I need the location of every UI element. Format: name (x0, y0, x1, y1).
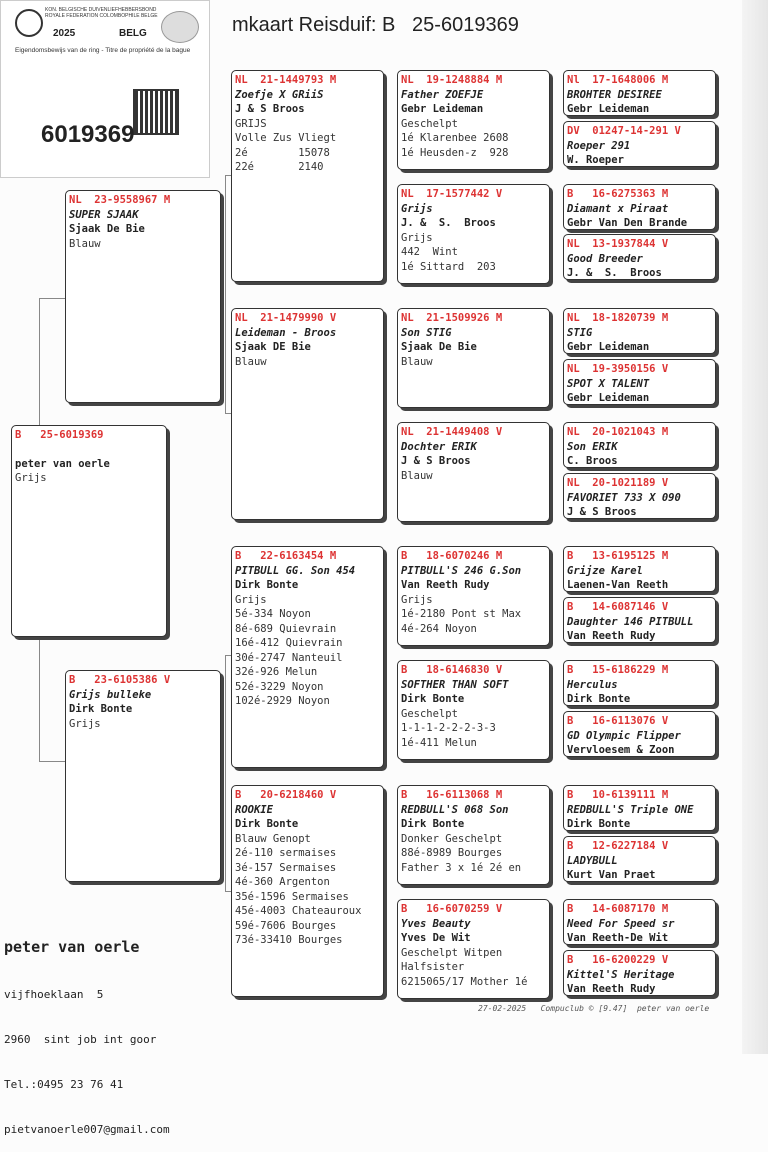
pigeon-owner: Sjaak De Bie (401, 341, 477, 353)
race-result: 5é-334 Noyon (235, 608, 311, 620)
race-result: 442 Wint (401, 246, 458, 258)
pigeon-color: Blauw (235, 355, 267, 368)
pigeon-card-sds (397, 308, 550, 408)
pigeon-owner: Vervloesem & Zoon (567, 744, 675, 756)
race-result: 59é-7606 Bourges (235, 919, 337, 932)
pigeon-card-g13 (563, 785, 716, 831)
ring-number: B 12-6227184 V (567, 840, 669, 852)
ring-number: B 14-6087170 M (567, 903, 669, 915)
pigeon-name: Dochter ERIK (401, 440, 477, 453)
breeder-city: 2960 sint job int goor (4, 1033, 157, 1046)
ring-number: B 18-6070246 M (401, 550, 503, 562)
pigeon-name: Roeper 291 (567, 139, 631, 152)
pigeon-name: LADYBULL (567, 854, 618, 867)
pigeon-card-g2 (563, 121, 716, 167)
pigeon-owner: Van Reeth Rudy (401, 579, 490, 591)
pigeon-color: Geschelpt Witpen (401, 946, 503, 959)
pigeon-card-g5 (563, 308, 716, 354)
ring-number: NL 17-1577442 V (401, 188, 503, 200)
pigeon-color: Geschelpt (401, 117, 458, 130)
race-result: 1é Sittard 203 (401, 260, 496, 273)
pigeon-owner: Gebr Leideman (401, 103, 484, 115)
pigeon-owner: Gebr Leideman (567, 392, 650, 404)
pigeon-owner: Laenen-Van Reeth (567, 579, 669, 591)
page-title: mkaart Reisduif: B 25-6019369 (232, 14, 519, 36)
pigeon-owner: Dirk Bonte (567, 693, 631, 705)
race-result: 3é-157 Sermaises (235, 861, 337, 874)
ring-number: Nl 17-1648006 M (567, 74, 669, 86)
pigeon-color: Blauw (69, 237, 101, 250)
breeder-street: vijfhoeklaan 5 (4, 988, 104, 1001)
race-result: 45é-4003 Chateauroux (235, 905, 362, 917)
pigeon-name: SOFTHER THAN SOFT (401, 678, 509, 691)
ring-number: B 16-6070259 V (401, 903, 503, 915)
pigeon-owner: Dirk Bonte (401, 693, 465, 705)
ring-number: NL 19-1248884 M (401, 74, 503, 86)
pigeon-owner: Gebr Van Den Brande (567, 217, 688, 229)
race-result: 4é-264 Noyon (401, 622, 477, 635)
pigeon-card-g9 (563, 546, 716, 592)
pigeon-owner: Dirk Bonte (69, 703, 133, 715)
ring-number: B 18-6146830 V (401, 664, 503, 676)
pigeon-card-dds (397, 785, 550, 885)
ring-number: NL 19-3950156 V (567, 363, 669, 375)
pigeon-name: Diamant x Piraat (567, 202, 669, 215)
race-result: 52é-3229 Noyon (235, 680, 324, 693)
pigeon-name: Grijs (401, 202, 433, 215)
pigeon-card-g3 (563, 184, 716, 230)
pigeon-card-ddd (397, 899, 550, 999)
pigeon-owner: Yves De Wit (401, 932, 471, 944)
race-result: 6215065/17 Mother 1é (401, 975, 528, 988)
race-result: 30é-2747 Nanteuil (235, 651, 343, 664)
pigeon-owner: Sjaak DE Bie (235, 341, 311, 353)
federation-name: KON. BELGISCHE DUIVENLIEFHEBBERSBOND ROYALE FEDERATION COLOMBOPHILE BELGE (45, 7, 158, 19)
race-result: 2é 15078 (235, 146, 330, 159)
pigeon-owner: Dirk Bonte (235, 818, 299, 830)
race-result: 73é-33410 Bourges (235, 934, 343, 946)
race-result: 102é-2929 Noyon (235, 695, 330, 707)
ring-number: B 16-6275363 M (567, 188, 669, 200)
pigeon-name: FAVORIET 733 X 090 (567, 491, 681, 504)
ring-number: NL 23-9558967 M (69, 194, 171, 206)
pigeon-card-g16 (563, 950, 716, 996)
footer-credits: 27-02-2025 Compuclub © [9.47] peter van oerle (478, 1004, 710, 1013)
pigeon-name: SUPER SJAAK (69, 208, 139, 221)
ownership-notice: Eigendomsbewijs van de ring - Titre de propriété de la bague (15, 47, 191, 54)
pigeon-color: Grijs (401, 593, 433, 606)
breeder-info (4, 908, 170, 1152)
pigeon-card-g14 (563, 836, 716, 882)
pigeon-color: GRIJS (235, 117, 267, 130)
pigeon-name: PITBULL GG. Son 454 (235, 564, 356, 577)
pigeon-owner: Dirk Bonte (235, 579, 299, 591)
pigeon-card-g4 (563, 234, 716, 280)
race-result: Halfsister (401, 961, 465, 973)
pigeon-name: Herculus (567, 678, 618, 691)
ring-number: DV 01247-14-291 V (567, 125, 681, 137)
pigeon-owner: J. & S. Broos (401, 217, 496, 229)
pigeon-card-sd (231, 308, 384, 520)
pigeon-color: Geschelpt (401, 707, 458, 720)
pigeon-color: Blauw (401, 469, 433, 482)
pigeon-card-ss (231, 70, 384, 282)
pigeon-card-dam (65, 670, 221, 882)
pigeon-owner: Dirk Bonte (401, 818, 465, 830)
pigeon-owner: Van Reeth-De Wit (567, 932, 669, 944)
race-result: 1é-411 Melun (401, 736, 477, 749)
breeder-phone: Tel.:0495 23 76 41 (4, 1078, 124, 1091)
pigeon-card-sdd (397, 422, 550, 522)
ring-number: B 16-6113068 M (401, 789, 503, 801)
pigeon-name: ROOKIE (235, 803, 273, 816)
ring-number: B 15-6186229 M (567, 664, 669, 676)
pigeon-name: Kittel'S Heritage (567, 968, 675, 981)
pigeon-color: Blauw (401, 355, 433, 368)
ring-number: NL 20-1021189 V (567, 477, 669, 489)
race-result: 22é 2140 (235, 161, 324, 173)
pigeon-owner: Van Reeth Rudy (567, 983, 656, 995)
breeder-email: pietvanoerle007@gmail.com (4, 1123, 170, 1136)
pigeon-owner: J. & S. Broos (567, 267, 662, 279)
race-result: 32é-926 Melun (235, 666, 318, 678)
pigeon-card-g10 (563, 597, 716, 643)
pigeon-owner: peter van oerle (15, 457, 110, 470)
ring-number: B 25-6019369 (15, 429, 104, 441)
ring-number: B 13-6195125 M (567, 550, 669, 562)
ring-number: NL 18-1820739 M (567, 312, 669, 324)
race-result: 1é Heusden-z 928 (401, 146, 509, 159)
pigeon-owner: J & S Broos (567, 506, 637, 518)
label-country: BELG (119, 28, 147, 39)
pigeon-owner: Gebr Leideman (567, 341, 650, 353)
race-result: 16é-412 Quievrain (235, 637, 343, 649)
ring-number: NL 21-1449408 V (401, 426, 503, 438)
pigeon-owner: Gebr Leideman (567, 103, 650, 115)
pigeon-card-g12 (563, 711, 716, 757)
pigeon-name: SPOT X TALENT (567, 377, 650, 390)
pigeon-card-g7 (563, 422, 716, 468)
pigeon-card-g11 (563, 660, 716, 706)
race-result: 1é Klarenbee 2608 (401, 132, 509, 144)
pigeon-owner: J & S Broos (235, 103, 305, 115)
federation-logo-icon (15, 9, 43, 37)
pigeon-owner: Dirk Bonte (567, 818, 631, 830)
pigeon-owner: C. Broos (567, 455, 618, 467)
pigeon-name: Daughter 146 PITBULL (567, 615, 694, 628)
race-result: 2é-110 sermaises (235, 847, 337, 859)
pigeon-name: Grijze Karel (567, 564, 643, 577)
pigeon-name: STIG (567, 326, 593, 339)
ring-number: NL 13-1937844 V (567, 238, 669, 250)
breeder-name: peter van oerle (4, 938, 140, 956)
pigeon-color: Grijs (401, 231, 433, 244)
pigeon-card-ds (231, 546, 384, 768)
ring-number: B 23-6105386 V (69, 674, 171, 686)
ring-number: B 16-6113076 V (567, 715, 669, 727)
pigeon-card-g8 (563, 473, 716, 519)
ring-number: B 20-6218460 V (235, 789, 337, 801)
race-result: 8é-689 Quievrain (235, 622, 337, 635)
race-result: 1é-2180 Pont st Max (401, 608, 522, 620)
pigeon-name: Need For Speed sr (567, 917, 675, 930)
pigeon-owner: J & S Broos (401, 455, 471, 467)
pigeon-card-g1 (563, 70, 716, 116)
seal-icon (161, 11, 199, 43)
pigeon-name: Good Breeder (567, 252, 643, 265)
pigeon-name: Grijs bulleke (69, 688, 152, 701)
pigeon-owner: Kurt Van Praet (567, 869, 656, 881)
pigeon-owner: W. Roeper (567, 154, 624, 166)
race-result: Volle Zus Vliegt (235, 132, 337, 144)
pigeon-owner: Sjaak De Bie (69, 223, 145, 235)
ring-number: B 16-6200229 V (567, 954, 669, 966)
pigeon-card-dsd (397, 660, 550, 760)
race-result: 1-1-1-2-2-2-3-3 (401, 722, 496, 734)
pigeon-card-dss (397, 546, 550, 646)
pigeon-name: PITBULL'S 246 G.Son (401, 564, 522, 577)
pigeon-color: Blauw Genopt (235, 832, 311, 845)
label-year: 2025 (53, 28, 76, 39)
pigeon-name: Father ZOEFJE (401, 88, 484, 101)
pigeon-color: Grijs (235, 593, 267, 606)
pigeon-color: Grijs (69, 717, 101, 730)
ring-number: B 14-6087146 V (567, 601, 669, 613)
pigeon-name: Son STIG (401, 326, 452, 339)
race-result: 88é-8989 Bourges (401, 847, 503, 859)
pigeon-name: REDBULL'S Triple ONE (567, 803, 694, 816)
ring-number: NL 21-1509926 M (401, 312, 503, 324)
pigeon-card-ssd (397, 184, 550, 284)
pigeon-name: Zoefje X GRiiS (235, 88, 324, 101)
pigeon-name: REDBULL'S 068 Son (401, 803, 509, 816)
pigeon-card-sire (65, 190, 221, 403)
race-result: 35é-1596 Sermaises (235, 890, 349, 903)
ring-number: NL 21-1479990 V (235, 312, 337, 324)
label-ring-number: 6019369 (41, 121, 135, 148)
qr-code-icon (133, 89, 179, 135)
pigeon-card-dd (231, 785, 384, 997)
ring-number: NL 20-1021043 M (567, 426, 669, 438)
ring-number: NL 21-1449793 M (235, 74, 337, 86)
pigeon-name: BROHTER DESIREE (567, 88, 662, 101)
pigeon-name: Yves Beauty (401, 917, 471, 930)
race-result: 4é-360 Argenton (235, 876, 330, 888)
pigeon-card-main (11, 425, 167, 637)
pigeon-color: Grijs (15, 472, 47, 484)
pigeon-color: Donker Geschelpt (401, 832, 503, 845)
pigeon-card-g6 (563, 359, 716, 405)
ring-number: B 22-6163454 M (235, 550, 337, 562)
pigeon-name: Leideman - Broos (235, 326, 337, 339)
ring-ownership-label (0, 0, 210, 178)
ring-number: B 10-6139111 M (567, 789, 669, 801)
pigeon-name: Son ERIK (567, 440, 618, 453)
pigeon-card-sss (397, 70, 550, 170)
pigeon-owner: Van Reeth Rudy (567, 630, 656, 642)
pigeon-card-g15 (563, 899, 716, 945)
pigeon-name: GD Olympic Flipper (567, 729, 681, 742)
race-result: Father 3 x 1é 2é en (401, 861, 522, 874)
